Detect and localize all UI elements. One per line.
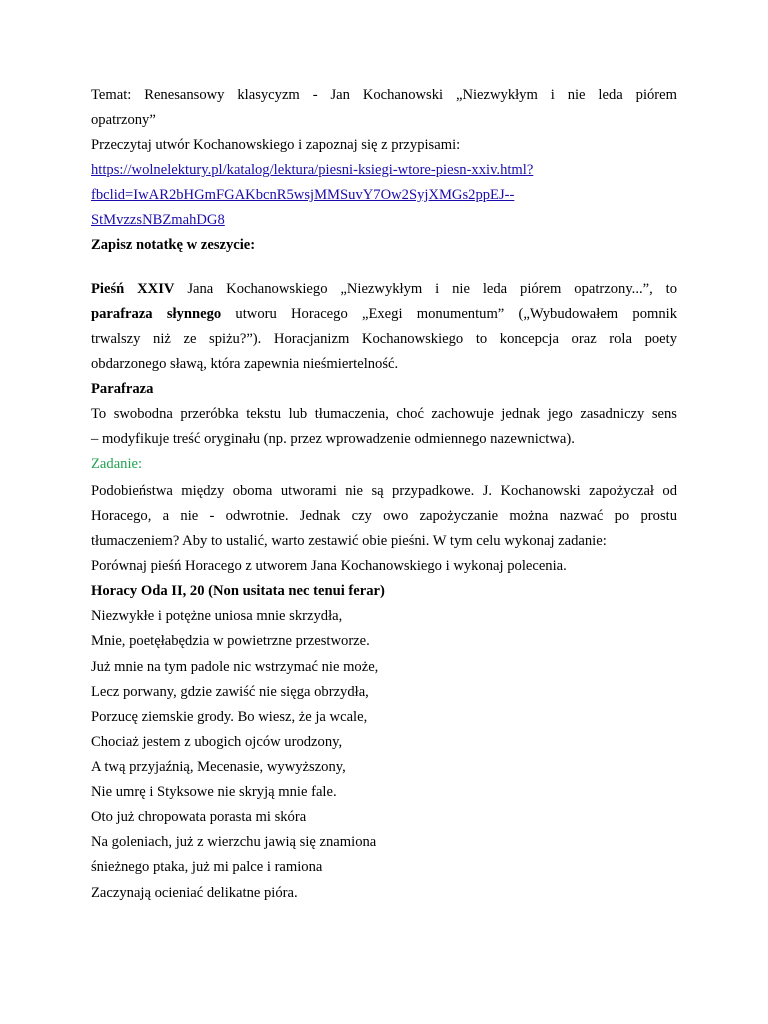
poem-line: Mnie, poetęłabędzia w powietrzne przestworze. xyxy=(91,633,370,649)
song-title: Pieśń XXIV xyxy=(91,281,175,297)
poem-line: Na goleniach, już z wierzchu jawią się znamiona xyxy=(91,834,377,850)
source-link-line-2[interactable]: fbclid=IwAR2bHGmFGAKbcnR5wsjMMSuvY7Ow2SyjXMGs2ppEJ-- xyxy=(91,187,515,203)
poem-line: Oto już chropowata porasta mi skóra xyxy=(91,809,307,825)
paragraph-text: Jana Kochanowskiego „Niezwykłym i nie leda piórem opatrzony...”, to xyxy=(174,281,677,297)
task-line: Horacego, a nie - odwrotnie. Jednak czy owo zapożyczanie można nazwać po prostu xyxy=(91,508,677,524)
paraphrase-heading: Parafraza xyxy=(91,381,154,397)
paraphrase-line: To swobodna przeróbka tekstu lub tłumaczenia, choć zachowuje jednak jego zasadniczy sens xyxy=(91,406,677,422)
paraphrase-line: – modyfikuje treść oryginału (np. przez wprowadzenie odmiennego nazewnictwa). xyxy=(91,431,575,447)
poem-line: Porzucę ziemskie grody. Bo wiesz, że ja wcale, xyxy=(91,709,368,725)
task-line: tłumaczeniem? Aby to ustalić, warto zestawić obie pieśni. W tym celu wykonaj zadanie: xyxy=(91,533,607,549)
topic-line: Temat: Renesansowy klasycyzm - Jan Kochanowski „Niezwykłym i nie leda piórem xyxy=(91,87,677,103)
source-link-line-3[interactable]: StMvzzsNBZmahDG8 xyxy=(91,212,225,228)
task-line: Podobieństwa między oboma utworami nie są przypadkowe. J. Kochanowski zapożyczał od xyxy=(91,483,677,499)
paragraph-line: obdarzonego sławą, która zapewnia nieśmiertelność. xyxy=(91,356,399,372)
poem-line: Już mnie na tym padole nic wstrzymać nie może, xyxy=(91,659,379,675)
poem-line: Lecz porwany, gdzie zawiść nie sięga obrzydła, xyxy=(91,684,369,700)
note-heading: Zapisz notatkę w zeszycie: xyxy=(91,237,256,253)
poem-line: Nie umrę i Styksowe nie skryją mnie fale. xyxy=(91,784,337,800)
poem-line: A twą przyjaźnią, Mecenasie, wywyższony, xyxy=(91,759,346,775)
paragraph-line xyxy=(91,280,677,298)
source-link-line-1[interactable]: https://wolnelektury.pl/katalog/lektura/piesni-ksiegi-wtore-piesn-xxiv.html? xyxy=(91,162,534,178)
instruction-text: Przeczytaj utwór Kochanowskiego i zapoznaj się z przypisami: xyxy=(91,137,461,153)
paragraph-line xyxy=(91,305,677,323)
topic-line-continued: opatrzony” xyxy=(91,112,156,128)
poem-line: Chociaż jestem z ubogich ojców urodzony, xyxy=(91,734,343,750)
task-line: Porównaj pieśń Horacego z utworem Jana Kochanowskiego i wykonaj polecenia. xyxy=(91,558,567,574)
poem-line: Niezwykłe i potężne uniosa mnie skrzydła, xyxy=(91,608,343,624)
paraphrase-term: parafraza słynnego xyxy=(91,306,222,322)
paragraph-line: trwalszy niż ze spiżu?”). Horacjanizm Kochanowskiego to koncepcja oraz rola poety xyxy=(91,331,677,347)
poem-line: śnieżnego ptaka, już mi palce i ramiona xyxy=(91,859,323,875)
poem-line: Zaczynają ocieniać delikatne pióra. xyxy=(91,885,298,901)
paragraph-text: utworu Horacego „Exegi monumentum” („Wybudowałem pomnik xyxy=(221,306,677,322)
poem-heading: Horacy Oda II, 20 (Non usitata nec tenui ferar) xyxy=(91,583,385,599)
task-label: Zadanie: xyxy=(91,456,143,472)
